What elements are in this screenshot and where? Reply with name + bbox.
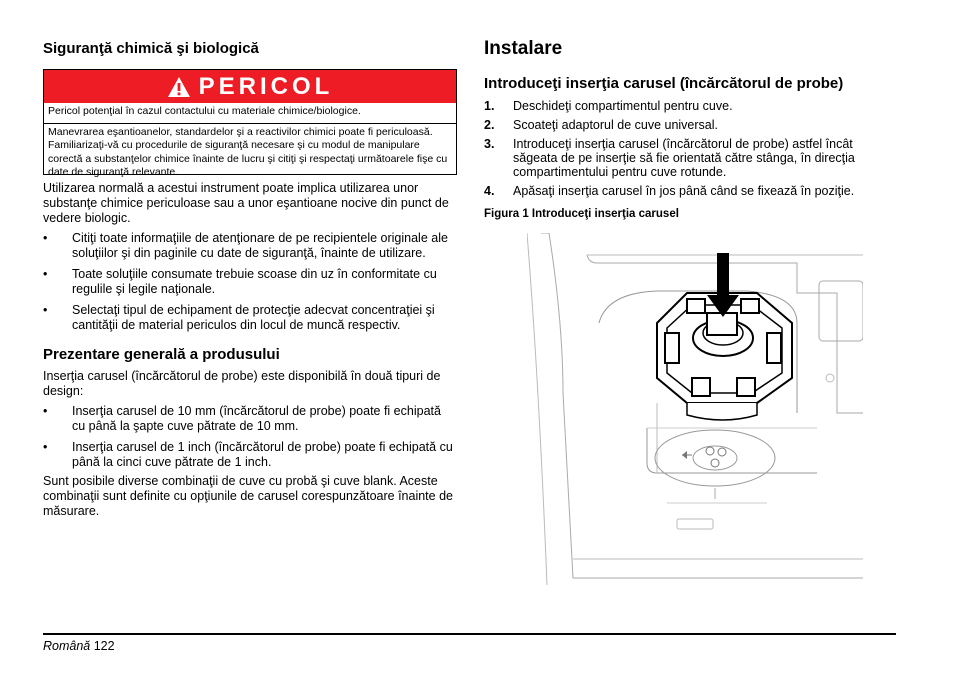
chemical-bullet-list bbox=[43, 231, 457, 339]
footer-divider bbox=[43, 633, 896, 635]
overview-bullet-list bbox=[43, 404, 457, 476]
steps-list bbox=[484, 99, 896, 203]
list-item: • Selectaţi tipul de echipament de protecţie adecvat concentraţiei şi cantităţii de material periculos din locul de muncă respectiv. bbox=[43, 303, 435, 332]
page-footer bbox=[43, 639, 115, 653]
list-item: 4. Apăsaţi inserţia carusel în jos până când se fixează în poziţie. bbox=[484, 184, 855, 198]
danger-box bbox=[43, 69, 457, 178]
list-item: 3. Introduceţi inserţia carusel (încărcătorul de probe) astfel încât săgeata de pe inserţie să fie orientată către stânga, în direcţia compartimentului pentru cuve rotunde. bbox=[484, 137, 855, 179]
list-item: • Inserţia carusel de 10 mm (încărcătorul de probe) poate fi echipată cu până la şapte cuve pătrate de 10 mm. bbox=[43, 404, 441, 433]
list-item: 1. Deschideţi compartimentul pentru cuve. bbox=[484, 99, 733, 113]
danger-title: PERICOL bbox=[198, 72, 334, 100]
list-item: • Citiţi toate informaţiile de atenţionare de pe recipientele originale ale soluţiilor şi din paginile cu date de siguranţă, înainte de utilizare. bbox=[43, 231, 448, 260]
danger-body bbox=[44, 103, 456, 186]
danger-header bbox=[44, 70, 456, 103]
chemical-safety-heading: Siguranţă chimică şi biologică bbox=[43, 40, 259, 57]
footer-language: Română bbox=[43, 639, 91, 653]
overview-intro: Inserţia carusel (încărcătorul de probe) este disponibilă în două tipuri de design: bbox=[43, 369, 441, 398]
overview-outro: Sunt posibile diverse combinaţii de cuve cu probă şi cuve blank. Aceste combinaţii sunt definite cu opţiunile de carusel corespunzătoare înainte de măsurare. bbox=[43, 474, 453, 518]
danger-line-1: Pericol potenţial în cazul contactului cu materiale chimice/biologice. bbox=[48, 105, 361, 117]
figure-caption: Figura 1 Introduceţi inserţia carusel bbox=[484, 208, 679, 220]
carousel-insert-illustration bbox=[527, 233, 863, 585]
danger-divider bbox=[44, 123, 456, 180]
list-item: • Inserţia carusel de 1 inch (încărcătorul de probe) poate fi echipată cu până la cinci cuve pătrate de 1 inch. bbox=[43, 440, 453, 469]
list-item: 2. Scoateţi adaptorul de cuve universal. bbox=[484, 118, 718, 132]
insert-carousel-heading: Introduceţi inserţia carusel (încărcătorul de probe) bbox=[484, 75, 844, 92]
installation-heading: Instalare bbox=[484, 38, 563, 59]
product-overview-heading: Prezentare generală a produsului bbox=[43, 346, 280, 363]
warning-triangle-icon bbox=[167, 76, 191, 98]
danger-line-2: Manevrarea eşantioanelor, standardelor şi a reactivilor chimici poate fi periculoasă. Familiarizaţi-vă cu procedurile de siguranţă necesare şi cu modul de manipulare corectă a substanţelor chimice înainte de lucru şi citiţi şi respectaţi următoarele fişe cu date de siguranţă relevante. bbox=[48, 125, 448, 178]
page-number: 122 bbox=[93, 639, 115, 653]
chemical-intro: Utilizarea normală a acestui instrument poate implica utilizarea unor substanţe chimice periculoase sau a unor eşantioane nocive din punct de vedere biologic. bbox=[43, 181, 449, 225]
list-item: • Toate soluţiile consumate trebuie scoase din uz în conformitate cu regulile şi legile naţionale. bbox=[43, 267, 437, 296]
